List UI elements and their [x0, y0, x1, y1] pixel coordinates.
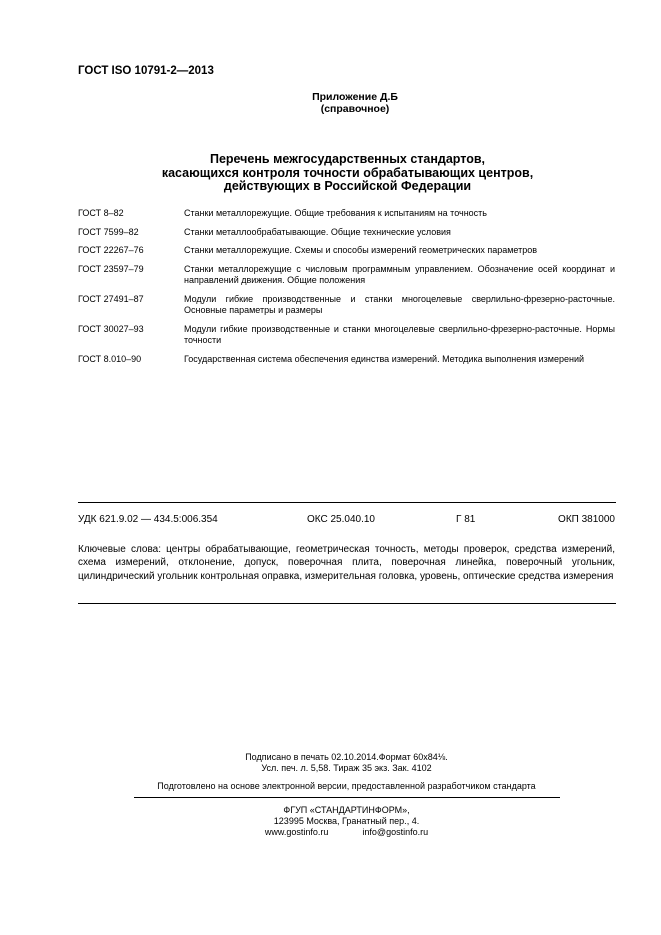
title-line-2: касающихся контроля точности обрабатывающих центров,	[161, 165, 534, 180]
print-details	[78, 752, 615, 774]
standard-code: ГОСТ 23597–79	[78, 263, 144, 274]
standard-code: ГОСТ 7599–82	[78, 226, 139, 237]
standard-description: Станки металлообрабатывающие. Общие технические условия	[184, 226, 451, 237]
publisher-block	[78, 805, 615, 838]
standard-code: ГОСТ 8–82	[78, 208, 124, 218]
standard-row	[78, 245, 615, 257]
publisher-address: 123995 Москва, Гранатный пер., 4.	[273, 816, 420, 826]
document-code-header: ГОСТ ISO 10791-2—2013	[78, 65, 214, 77]
standard-row	[78, 264, 615, 287]
standard-row	[78, 208, 615, 220]
appendix-heading	[300, 91, 410, 115]
standard-description: Модули гибкие производственные и станки многоцелевые сверлильно-фрезерно-расточные. Нормы точности	[184, 323, 615, 345]
appendix-title	[80, 153, 615, 194]
standard-row	[78, 354, 615, 366]
keywords-paragraph: Ключевые слова: центры обрабатывающие, геометрическая точность, методы проверок, средства измерений, схема измерений, отклонение, допуск, поверочная плита, поверочная линейка, поверочный угольник, цилиндрический угольник контрольная оправка, измерительная головка, уровень, оптические средства измерения	[78, 544, 615, 582]
appendix-type: (справочное)	[320, 103, 390, 115]
print-run: Усл. печ. л. 5,58. Тираж 35 экз. Зак. 4102	[261, 763, 432, 773]
section-divider-bottom	[78, 603, 616, 604]
okp-code: ОКП 381000	[558, 514, 615, 525]
imprint-divider	[134, 797, 560, 798]
udk-code: УДК 621.9.02 — 434.5:006.354	[78, 514, 218, 525]
email-link[interactable]: info@gostinfo.ru	[362, 827, 429, 837]
standard-code: ГОСТ 30027–93	[78, 323, 144, 334]
title-line-1: Перечень межгосударственных стандартов,	[209, 152, 486, 166]
standard-code: ГОСТ 8.010–90	[78, 353, 142, 364]
publisher-name: ФГУП «СТАНДАРТИНФОРМ»,	[283, 805, 410, 815]
title-line-3: действующих в Российской Федерации	[223, 179, 472, 193]
website-link[interactable]: www.gostinfo.ru	[264, 827, 329, 837]
standard-description: Государственная система обеспечения единства измерений. Методика выполнения измерений	[184, 353, 585, 364]
standard-description: Станки металлорежущие. Общие требования к испытаниям на точность	[184, 208, 487, 218]
standards-list	[78, 208, 615, 365]
standard-code: ГОСТ 27491–87	[78, 293, 144, 304]
standard-description: Станки металлорежущие. Схемы и способы измерений геометрических параметров	[184, 245, 538, 255]
standard-description: Модули гибкие производственные и станки многоцелевые сверлильно-фрезерно-расточные. Основные параметры и размеры	[184, 293, 615, 315]
section-divider-top	[78, 502, 616, 503]
standard-description: Станки металлорежущие с числовым программным управлением. Обозначение осей координат и направлений движения. Общие положения	[184, 263, 615, 285]
g-code: Г 81	[456, 514, 476, 525]
publisher-contacts	[78, 827, 615, 838]
standard-row	[78, 324, 615, 347]
standard-code: ГОСТ 22267–76	[78, 245, 144, 255]
prepared-note: Подготовлено на основе электронной версии, предоставленной разработчиком стандарта	[157, 781, 536, 791]
standard-row	[78, 227, 615, 239]
standard-row	[78, 294, 615, 317]
oks-code: ОКС 25.040.10	[307, 514, 375, 525]
appendix-label: Приложение Д.Б	[312, 91, 398, 103]
signed-to-print: Подписано в печать 02.10.2014.Формат 60x84⅛.	[245, 752, 448, 762]
